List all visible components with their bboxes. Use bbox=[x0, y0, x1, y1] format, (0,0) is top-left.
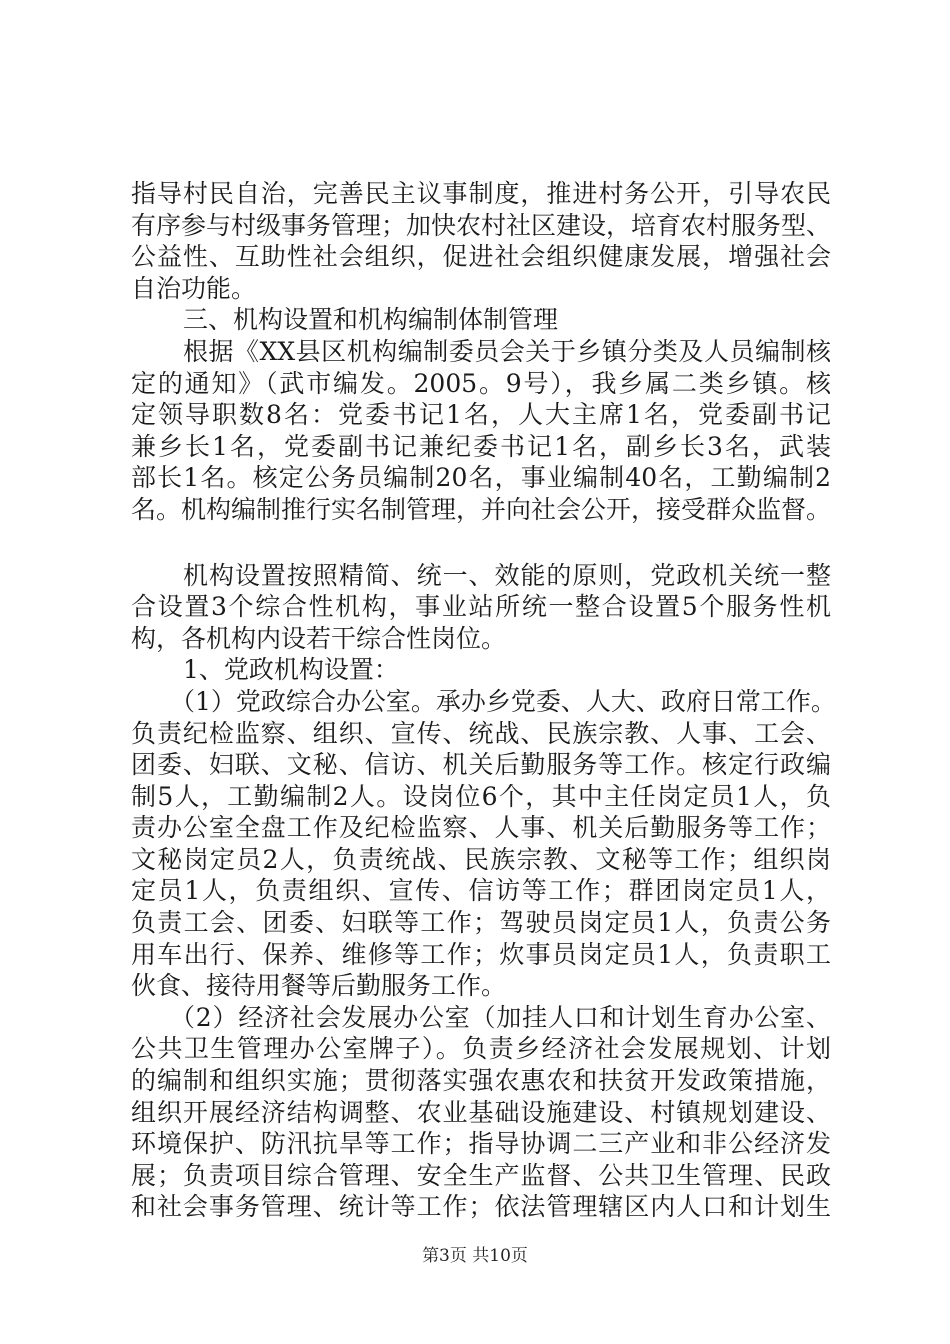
text-line: 责办公室全盘工作及纪检监察、人事、机关后勤服务等工作； bbox=[131, 813, 831, 843]
text-line: 定员1人，负责组织、宣传、信访等工作；群团岗定员1人， bbox=[131, 876, 831, 906]
text-line: 团委、妇联、文秘、信访、机关后勤服务等工作。核定行政编 bbox=[131, 750, 831, 780]
page-footer: 第3页 共10页 bbox=[422, 1246, 528, 1266]
body-text bbox=[131, 178, 836, 1223]
text-line: 部长1名。核定公务员编制20名，事业编制40名，工勤编制2 bbox=[131, 463, 831, 493]
section-heading: 三、机构设置和机构编制体制管理 bbox=[183, 305, 559, 335]
text-line: 指导村民自治，完善民主议事制度，推进村务公开，引导农民 bbox=[131, 179, 831, 208]
text-line: 用车出行、保养、维修等工作；炊事员岗定员1人，负责职工 bbox=[131, 939, 831, 969]
text-line: 文秘岗定员2人，负责统战、民族宗教、文秘等工作；组织岗 bbox=[131, 844, 831, 874]
text-line: 负责工会、团委、妇联等工作；驾驶员岗定员1人，负责公务 bbox=[131, 908, 831, 938]
text-line: 公共卫生管理办公室牌子）。负责乡经济社会发展规划、计划 bbox=[131, 1034, 831, 1064]
text-line: 和社会事务管理、统计等工作；依法管理辖区内人口和计划生 bbox=[131, 1192, 831, 1222]
text-line: 名。机构编制推行实名制管理，并向社会公开，接受群众监督。 bbox=[131, 494, 832, 524]
text-line: 环境保护、防汛抗旱等工作；指导协调二三产业和非公经济发 bbox=[131, 1129, 831, 1159]
text-line: 合设置3个综合性机构，事业站所统一整合设置5个服务性机 bbox=[131, 592, 831, 622]
text-line: 机构设置按照精简、统一、效能的原则，党政机关统一整 bbox=[183, 560, 831, 590]
text-line: （2）经济社会发展办公室（加挂人口和计划生育办公室、 bbox=[170, 1002, 831, 1032]
text-line: 展；负责项目综合管理、安全生产监督、公共卫生管理、民政 bbox=[131, 1160, 831, 1190]
text-line: （1）党政综合办公室。承办乡党委、人大、政府日常工作。 bbox=[170, 686, 836, 716]
text-line: 根据《XX县区机构编制委员会关于乡镇分类及人员编制核 bbox=[183, 336, 831, 366]
text-line: 有序参与村级事务管理；加快农村社区建设，培育农村服务型、 bbox=[131, 210, 832, 240]
text-line: 定的通知》（武市编发。2005。9号），我乡属二类乡镇。核 bbox=[131, 368, 831, 398]
text-line: 公益性、互助性社会组织，促进社会组织健康发展，增强社会 bbox=[131, 242, 831, 272]
text-line: 兼乡长1名，党委副书记兼纪委书记1名，副乡长3名，武装 bbox=[131, 431, 831, 461]
text-line: 构，各机构内设若干综合性岗位。 bbox=[131, 623, 507, 653]
text-line: 自治功能。 bbox=[131, 273, 257, 303]
text-line: 负责纪检监察、组织、宣传、统战、民族宗教、人事、工会、 bbox=[131, 718, 831, 748]
text-line: 的编制和组织实施；贯彻落实强农惠农和扶贫开发政策措施， bbox=[131, 1066, 831, 1096]
text-line: 组织开展经济结构调整、农业基础设施建设、村镇规划建设、 bbox=[131, 1097, 831, 1127]
paragraph-gap bbox=[131, 526, 831, 560]
text-line: 伙食、接待用餐等后勤服务工作。 bbox=[131, 971, 507, 1001]
subsection-heading: 1、党政机构设置： bbox=[183, 655, 399, 685]
text-line: 定领导职数8名：党委书记1名，人大主席1名，党委副书记 bbox=[131, 400, 831, 430]
text-line: 制5人，工勤编制2人。设岗位6个，其中主任岗定员1人，负 bbox=[131, 781, 831, 811]
